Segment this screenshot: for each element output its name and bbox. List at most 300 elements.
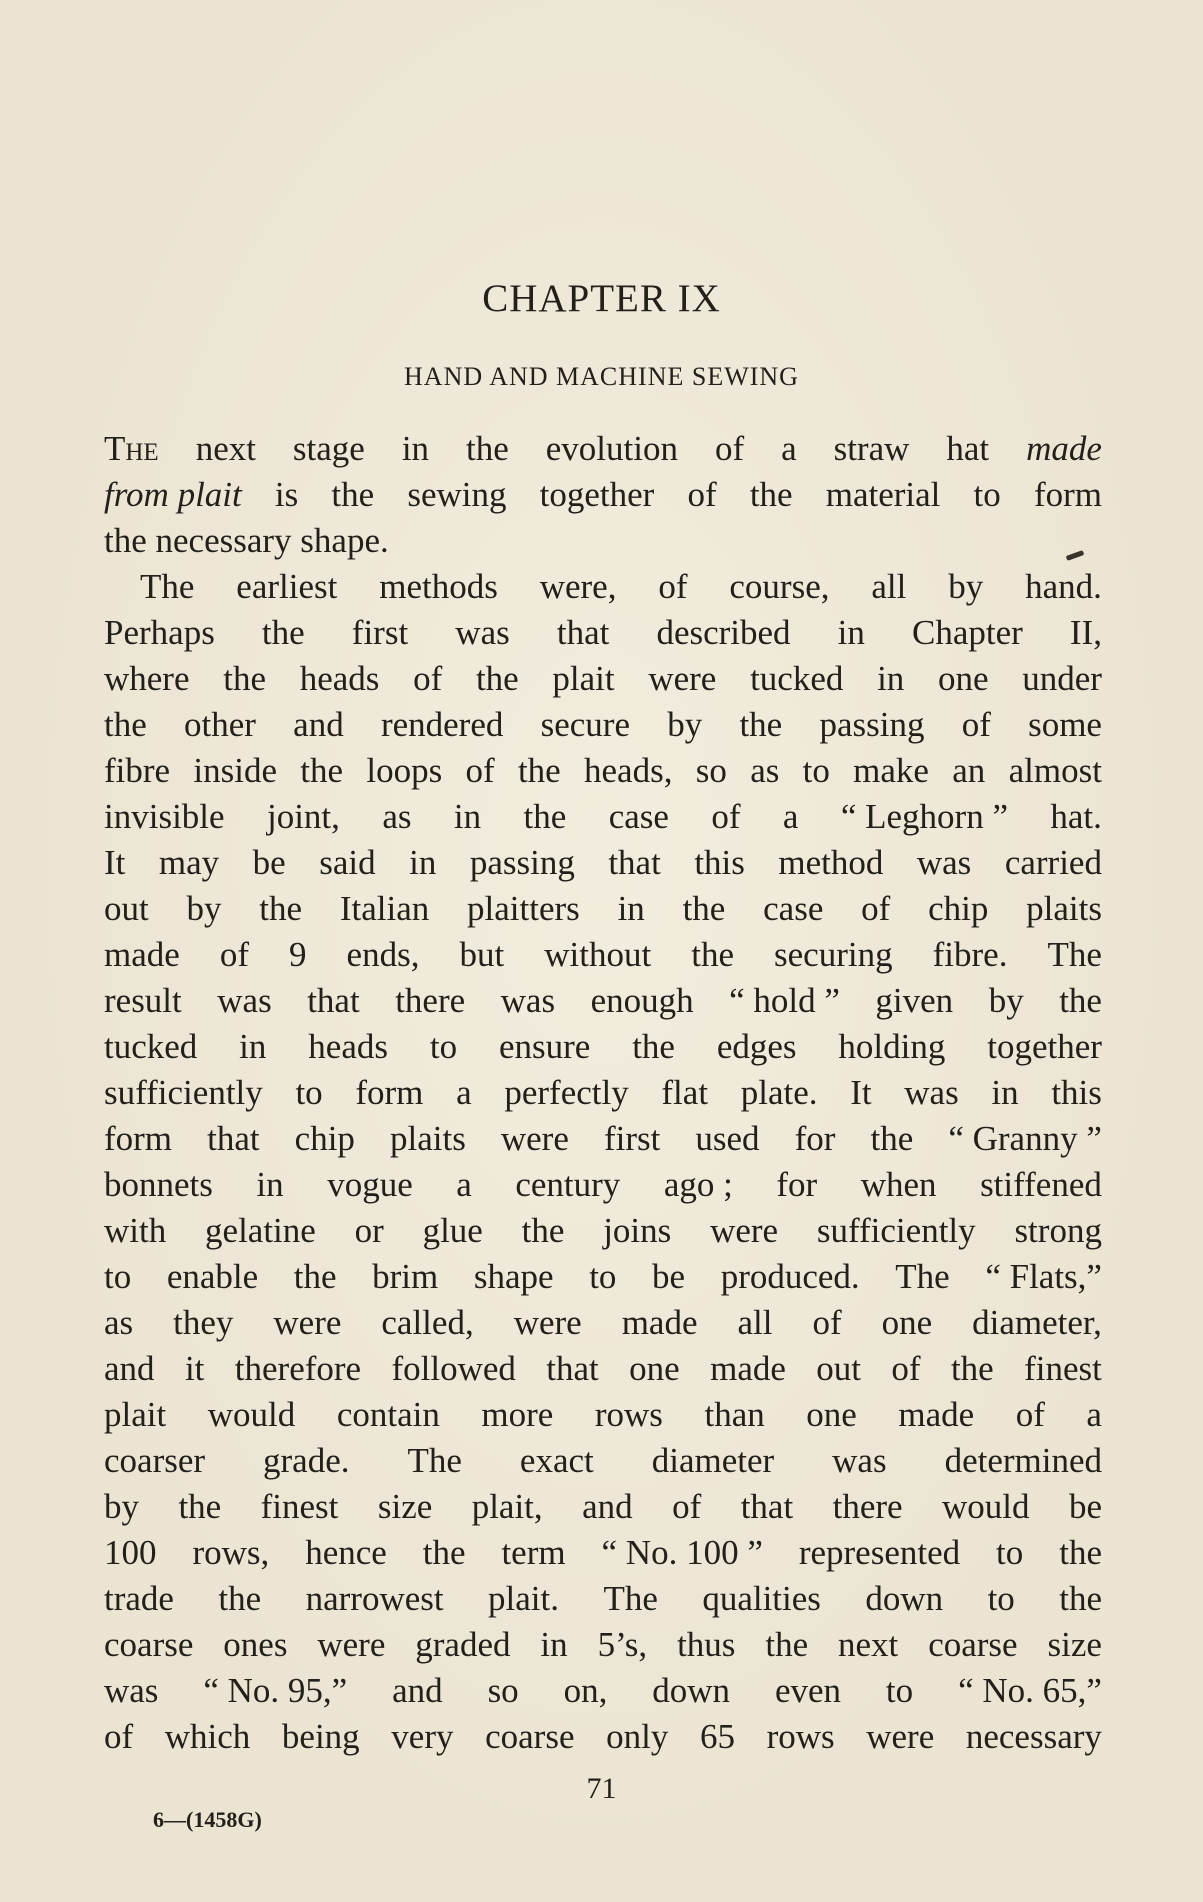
word: exact — [519, 1441, 594, 1480]
word: material — [825, 475, 941, 514]
word: one — [938, 659, 989, 698]
word: form — [104, 1119, 173, 1158]
word: of — [891, 1349, 921, 1388]
section-title: HAND AND MACHINE SEWING — [404, 362, 799, 391]
word: was — [904, 1073, 959, 1112]
word: coarse — [928, 1625, 1018, 1664]
word: case — [608, 797, 669, 836]
word: to — [996, 1533, 1024, 1572]
word: than — [704, 1395, 765, 1434]
word: rows — [766, 1717, 835, 1756]
word: first — [351, 613, 409, 652]
word: of — [711, 797, 741, 836]
text-line — [104, 1070, 1102, 1116]
word: as — [382, 797, 412, 836]
word: narrowest — [305, 1579, 444, 1618]
word: finest — [260, 1487, 339, 1526]
word: the necessary shape. — [104, 521, 389, 560]
word: the — [218, 1579, 262, 1618]
word: of — [1015, 1395, 1045, 1434]
word: or — [354, 1211, 384, 1250]
word: size — [1047, 1625, 1102, 1664]
word: it — [184, 1349, 205, 1388]
word: “ No. 95,” — [203, 1671, 348, 1710]
word: of — [861, 889, 891, 928]
word: qualities — [702, 1579, 821, 1618]
word: by — [104, 1487, 139, 1526]
word: the — [950, 1349, 994, 1388]
word: the — [521, 1211, 565, 1250]
word: that — [307, 981, 360, 1020]
word: earliest — [236, 567, 338, 606]
text-line — [104, 794, 1102, 840]
word: chip — [928, 889, 989, 928]
word: 100 — [104, 1533, 157, 1572]
word: plait. — [488, 1579, 560, 1618]
word: plait — [104, 1395, 167, 1434]
word: next — [195, 429, 256, 468]
word: “ Granny ” — [948, 1119, 1102, 1158]
word: graded — [415, 1625, 511, 1664]
word: made — [710, 1349, 786, 1388]
word: and — [392, 1671, 443, 1710]
word: from plait — [104, 475, 242, 514]
word: of — [465, 751, 495, 790]
word: an — [952, 751, 986, 790]
word: they — [173, 1303, 234, 1342]
text-line — [104, 1346, 1102, 1392]
word: were — [317, 1625, 386, 1664]
text-line — [104, 564, 1102, 610]
word: passing — [819, 705, 925, 744]
word: century — [515, 1165, 621, 1204]
word: the — [422, 1533, 466, 1572]
word: rows — [594, 1395, 663, 1434]
word: chip — [294, 1119, 355, 1158]
word: of — [961, 705, 991, 744]
word: The — [1047, 935, 1102, 974]
word: out — [104, 889, 149, 928]
word: and — [104, 1349, 155, 1388]
word: the — [691, 935, 734, 974]
word: be — [652, 1257, 686, 1296]
text-line — [104, 1392, 1102, 1438]
word: stage — [292, 429, 365, 468]
word: brim — [372, 1257, 439, 1296]
chapter-title: CHAPTER IX — [482, 277, 721, 320]
text-line — [104, 748, 1102, 794]
word: a — [456, 1165, 472, 1204]
word: of — [413, 659, 443, 698]
word: to — [104, 1257, 132, 1296]
word: hat. — [1050, 797, 1102, 836]
word: this — [1051, 1073, 1102, 1112]
word: enough — [590, 981, 694, 1020]
word: given — [875, 981, 954, 1020]
word: the — [749, 475, 793, 514]
word: plaits — [389, 1119, 466, 1158]
word: tucked — [750, 659, 844, 698]
word: The — [140, 567, 195, 606]
word: all — [871, 567, 907, 606]
body-text — [104, 426, 1102, 1760]
word: that — [740, 1487, 794, 1526]
word: result — [104, 981, 182, 1020]
word: thus — [677, 1625, 736, 1664]
word: almost — [1008, 751, 1102, 790]
word: make — [853, 751, 929, 790]
word: “ Flats,” — [985, 1257, 1102, 1296]
word: the — [223, 659, 266, 698]
word: “ No. 100 ” — [601, 1533, 763, 1572]
word: to — [589, 1257, 617, 1296]
word: but — [459, 935, 505, 974]
word: the — [523, 797, 567, 836]
word: diameter, — [972, 1303, 1102, 1342]
word: necessary — [965, 1717, 1102, 1756]
word: shape — [473, 1257, 554, 1296]
word: is — [274, 475, 299, 514]
word: the — [331, 475, 375, 514]
word: gelatine — [205, 1211, 316, 1250]
word: inside — [193, 751, 277, 790]
word: was — [832, 1441, 887, 1480]
word: made — [621, 1303, 698, 1342]
word: The — [407, 1441, 462, 1480]
word: in — [617, 889, 645, 928]
text-line — [104, 1116, 1102, 1162]
word: plate. — [740, 1073, 818, 1112]
word: would — [942, 1487, 1030, 1526]
word: this — [694, 843, 745, 882]
word: one — [881, 1303, 933, 1342]
word: even — [774, 1671, 842, 1710]
word: a — [456, 1073, 472, 1112]
word: size — [377, 1487, 433, 1526]
word: the — [1059, 981, 1102, 1020]
word: rendered — [380, 705, 504, 744]
word: therefore — [234, 1349, 362, 1388]
word: next — [838, 1625, 899, 1664]
printer-signature: 6—(1458G) — [153, 1807, 262, 1832]
word: all — [737, 1303, 773, 1342]
word: a — [1086, 1395, 1102, 1434]
word: were — [866, 1717, 935, 1756]
word: the — [300, 751, 344, 790]
word: more — [481, 1395, 554, 1434]
word: finest — [1024, 1349, 1102, 1388]
word: diameter — [651, 1441, 775, 1480]
word: that — [207, 1119, 260, 1158]
word: with — [104, 1211, 167, 1250]
word: ensure — [498, 1027, 591, 1066]
text-line — [104, 1162, 1102, 1208]
text-line — [104, 1484, 1102, 1530]
word: secure — [540, 705, 630, 744]
word: passing — [469, 843, 575, 882]
word: to — [429, 1027, 458, 1066]
text-line — [104, 702, 1102, 748]
text-line — [104, 1300, 1102, 1346]
word: sufficiently — [816, 1211, 976, 1250]
text-line — [104, 472, 1102, 518]
word: and — [582, 1487, 633, 1526]
word: fibre. — [932, 935, 1008, 974]
word: that — [608, 843, 661, 882]
word: described — [656, 613, 791, 652]
word: It — [850, 1073, 872, 1112]
word: loops — [366, 751, 443, 790]
word: plaits — [1026, 889, 1102, 928]
text-line — [104, 1714, 1102, 1760]
word: made — [1026, 429, 1102, 468]
word: II, — [1069, 613, 1102, 652]
word: for — [794, 1119, 836, 1158]
text-line — [104, 656, 1102, 702]
word: grade. — [263, 1441, 350, 1480]
word: to — [802, 751, 830, 790]
word: was — [217, 981, 272, 1020]
word: be — [252, 843, 286, 882]
word: methods — [379, 567, 498, 606]
word: in — [401, 429, 430, 468]
word: case — [763, 889, 824, 928]
word: down — [652, 1671, 731, 1710]
word: of — [219, 935, 249, 974]
word: trade — [104, 1579, 174, 1618]
word: were — [273, 1303, 342, 1342]
word: was — [916, 843, 972, 882]
word: hand. — [1025, 567, 1102, 606]
word: may — [158, 843, 220, 882]
word: where — [104, 659, 190, 698]
word: plait, — [471, 1487, 543, 1526]
word: together — [539, 475, 655, 514]
word: in — [877, 659, 905, 698]
word: to — [987, 1579, 1015, 1618]
word: perfectly — [504, 1073, 629, 1112]
word: heads — [299, 659, 380, 698]
word: evolution — [545, 429, 678, 468]
word: hat — [946, 429, 990, 468]
word: heads, — [584, 751, 673, 790]
word: rows, — [192, 1533, 270, 1572]
word: was — [500, 981, 556, 1020]
word: the — [293, 1257, 337, 1296]
text-line — [104, 932, 1102, 978]
word: of — [714, 429, 745, 468]
text-line — [104, 426, 1102, 472]
word: made — [104, 935, 180, 974]
word: Chapter — [912, 613, 1023, 652]
page-number: 71 — [586, 1772, 617, 1805]
text-line — [104, 978, 1102, 1024]
word: the — [259, 889, 303, 928]
word: produced. — [720, 1257, 860, 1296]
word: very — [391, 1717, 454, 1756]
word: the — [765, 1625, 809, 1664]
word: a — [781, 429, 797, 468]
word: of — [687, 475, 717, 514]
word: so — [695, 751, 727, 790]
word: as — [104, 1303, 134, 1342]
word: Italian — [339, 889, 430, 928]
word: form — [355, 1073, 424, 1112]
word: of — [104, 1717, 134, 1756]
word: when — [860, 1165, 937, 1204]
word: ago ; — [663, 1165, 733, 1204]
word: holding — [838, 1027, 946, 1066]
word: The — [104, 429, 159, 468]
word: straw — [833, 429, 910, 468]
text-line — [104, 1208, 1102, 1254]
word: down — [865, 1579, 944, 1618]
word: bonnets — [104, 1165, 213, 1204]
word: contain — [336, 1395, 440, 1434]
word: ones — [223, 1625, 288, 1664]
word: by — [667, 705, 703, 744]
word: plait — [552, 659, 615, 698]
word: one — [629, 1349, 680, 1388]
word: to — [295, 1073, 323, 1112]
word: form — [1033, 475, 1102, 514]
word: 5’s, — [597, 1625, 648, 1664]
word: represented — [798, 1533, 961, 1572]
word: 65 — [699, 1717, 735, 1756]
text-line — [104, 1254, 1102, 1300]
word: Perhaps — [104, 613, 215, 652]
word: in — [409, 843, 437, 882]
word: one — [806, 1395, 857, 1434]
word: joins — [603, 1211, 672, 1250]
text-line — [104, 840, 1102, 886]
word: a — [782, 797, 799, 836]
word: in — [837, 613, 865, 652]
word: the — [1059, 1579, 1102, 1618]
word: as — [750, 751, 780, 790]
word: which — [164, 1717, 251, 1756]
word: 9 — [289, 935, 307, 974]
word: so — [487, 1671, 519, 1710]
word: were — [648, 659, 717, 698]
word: the — [1059, 1533, 1102, 1572]
word: in — [256, 1165, 284, 1204]
word: some — [1028, 705, 1102, 744]
text-line — [104, 1530, 1102, 1576]
word: only — [606, 1717, 669, 1756]
word: method — [778, 843, 884, 882]
word: It — [104, 843, 126, 882]
word: sewing — [407, 475, 507, 514]
word: in — [453, 797, 482, 836]
word: tucked — [104, 1027, 198, 1066]
word: there — [832, 1487, 903, 1526]
word: The — [603, 1579, 658, 1618]
word: the — [517, 751, 561, 790]
word: fibre — [104, 751, 171, 790]
word: strong — [1014, 1211, 1102, 1250]
text-line — [104, 610, 1102, 656]
word: vogue — [327, 1165, 413, 1204]
word: called, — [381, 1303, 474, 1342]
word: said — [319, 843, 376, 882]
word: coarser — [104, 1441, 206, 1480]
word: being — [281, 1717, 360, 1756]
word: first — [603, 1119, 661, 1158]
word: be — [1068, 1487, 1102, 1526]
word: there — [395, 981, 466, 1020]
word: in — [540, 1625, 568, 1664]
word: the — [466, 429, 509, 468]
word: in — [991, 1073, 1019, 1112]
word: on, — [563, 1671, 608, 1710]
word: invisible — [104, 797, 225, 836]
text-line — [104, 518, 1102, 564]
word: the — [682, 889, 726, 928]
word: enable — [166, 1257, 259, 1296]
word: stiffened — [980, 1165, 1102, 1204]
word: the — [261, 613, 305, 652]
word: were, — [539, 567, 617, 606]
word: was — [104, 1671, 159, 1710]
word: glue — [422, 1211, 483, 1250]
word: was — [455, 613, 510, 652]
word: to — [973, 475, 1001, 514]
word: to — [885, 1671, 914, 1710]
word: would — [207, 1395, 296, 1434]
word: other — [184, 705, 256, 744]
word: heads — [308, 1027, 388, 1066]
word: used — [695, 1119, 760, 1158]
word: sufficiently — [104, 1073, 263, 1112]
word: that — [546, 1349, 599, 1388]
word: term — [501, 1533, 566, 1572]
text-line — [104, 1576, 1102, 1622]
word: “ hold ” — [729, 981, 840, 1020]
word: joint, — [266, 797, 340, 836]
word: out — [816, 1349, 862, 1388]
word: were — [710, 1211, 779, 1250]
word: ends, — [346, 935, 420, 974]
text-line — [104, 1622, 1102, 1668]
word: by — [948, 567, 984, 606]
word: course, — [729, 567, 830, 606]
word: made — [898, 1395, 975, 1434]
word: of — [672, 1487, 702, 1526]
text-line — [104, 1024, 1102, 1070]
word: under — [1022, 659, 1102, 698]
word: The — [895, 1257, 950, 1296]
text-line — [104, 1668, 1102, 1714]
word: flat — [661, 1073, 709, 1112]
word: without — [544, 935, 652, 974]
word: “ Leghorn ” — [840, 797, 1008, 836]
word: coarse — [104, 1625, 194, 1664]
word: in — [239, 1027, 267, 1066]
word: the — [475, 659, 519, 698]
word: coarse — [485, 1717, 575, 1756]
word: and — [293, 705, 344, 744]
word: that — [556, 613, 610, 652]
word: securing — [774, 935, 893, 974]
word: the — [632, 1027, 675, 1066]
word: of — [812, 1303, 842, 1342]
word: were — [513, 1303, 582, 1342]
text-line — [104, 886, 1102, 932]
word: of — [658, 567, 688, 606]
word: edges — [716, 1027, 797, 1066]
word: “ No. 65,” — [958, 1671, 1102, 1710]
